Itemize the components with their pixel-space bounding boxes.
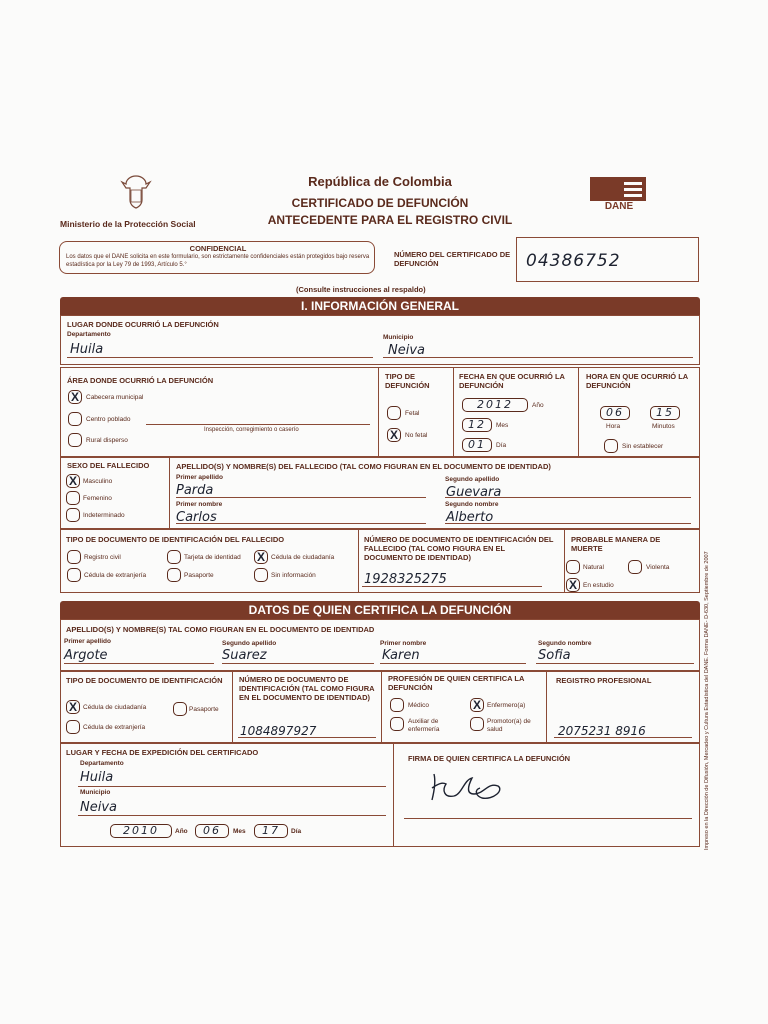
hour-label: Hora (606, 423, 621, 430)
hour-box[interactable]: 06 (600, 406, 630, 420)
cert-doc-cedula-label: Cédula de ciudadanía (83, 704, 147, 711)
prof-label: PROFESIÓN DE QUIEN CERTIFICA LA DEFUNCIÓN (388, 674, 525, 692)
cert-first-name-line (380, 663, 526, 664)
prof-enfermero-checkbox[interactable]: X (470, 698, 484, 712)
area-centro-label: Centro poblado (86, 416, 131, 423)
first-surname-line (176, 497, 426, 498)
prof-medico-label: Médico (408, 702, 429, 709)
manera-natural-checkbox[interactable] (566, 560, 580, 574)
signature-line (404, 818, 692, 819)
second-surname-value: Guevara (446, 485, 502, 500)
manera-estudio-checkbox[interactable]: X (566, 578, 580, 592)
sin-establecer-checkbox[interactable] (604, 439, 618, 453)
cert-doc-extranjeria-label: Cédula de extranjería (83, 724, 146, 731)
signature-image (424, 760, 514, 810)
exp-month-label: Mes (233, 828, 246, 835)
sin-establecer-label: Sin establecer (622, 443, 664, 450)
area-cabecera-checkbox[interactable]: X (68, 390, 82, 404)
exp-year-label: Año (175, 828, 188, 835)
fecha-label: FECHA EN QUE OCURRIÓ LA DEFUNCIÓN (459, 372, 565, 390)
ministry-label: Ministerio de la Protección Social (60, 219, 196, 229)
first-name-line (176, 523, 426, 524)
doc-registro-label: Registro civil (84, 554, 121, 561)
area-rural-checkbox[interactable] (68, 433, 82, 447)
country-title: República de Colombia (308, 174, 452, 189)
exp-muni-line (78, 815, 386, 816)
doc-num-line (362, 586, 542, 587)
side-note: Impreso en la Dirección de Difusión, Mercadeo y Cultura Estadística del DANE. Forma DANE- D-630, Septiembre de 2007 (704, 551, 710, 850)
second-surname-line (445, 497, 691, 498)
sexo-fem-label: Femenino (83, 495, 112, 502)
cert-first-name-label: Primer nombre (380, 640, 427, 647)
manera-label: PROBABLE MANERA DE MUERTE (571, 535, 661, 553)
doc-tarjeta-label: Tarjeta de identidad (184, 554, 241, 561)
second-surname-label: Segundo apellido (445, 476, 500, 483)
tipo-fetal-label: Fetal (405, 410, 420, 417)
first-surname-label: Primer apellido (176, 474, 223, 481)
certificate-subtitle: ANTECEDENTE PARA EL REGISTRO CIVIL (267, 213, 513, 227)
cert-second-name-line (536, 663, 694, 664)
cert-doc-pasaporte-checkbox[interactable] (173, 702, 187, 716)
registry-value: 2075231 8916 (558, 724, 646, 738)
doc-cedula-label: Cédula de ciudadanía (271, 554, 335, 561)
cert-doc-num-value: 1084897927 (240, 724, 317, 738)
cert-number: 04386752 (526, 251, 621, 271)
year-label: Año (532, 402, 544, 409)
exp-muni-label: Municipio (80, 789, 111, 796)
sexo-masc-label: Masculino (83, 478, 113, 485)
exp-day-label: Día (291, 828, 302, 835)
doc-pasaporte-checkbox[interactable] (167, 568, 181, 582)
muni-label: Municipio (383, 334, 414, 341)
doc-type-label: TIPO DE DOCUMENTO DE IDENTIFICACIÓN DEL FALLECIDO (66, 535, 285, 544)
certifier-names-label: APELLIDO(S) Y NOMBRE(S) TAL COMO FIGURAN EN EL DOCUMENTO DE IDENTIDAD (66, 625, 375, 634)
year-box[interactable]: 2012 (462, 398, 528, 412)
section1-title: I. INFORMACIÓN GENERAL (60, 297, 700, 315)
consult-note: (Consulte instrucciones al respaldo) (296, 285, 426, 294)
exp-month-box[interactable]: 06 (195, 824, 229, 838)
exp-muni-value: Neiva (80, 800, 117, 815)
cert-doc-pasaporte-label: Pasaporte (189, 706, 219, 713)
area-rural-label: Rural disperso (86, 437, 128, 444)
second-name-value: Alberto (446, 510, 494, 525)
registry-label: REGISTRO PROFESIONAL (556, 676, 652, 685)
area-cabecera-label: Cabecera municipal (86, 394, 144, 401)
muni-line (383, 357, 693, 358)
cert-second-surname-label: Segundo apellido (222, 640, 277, 647)
second-name-line (445, 523, 691, 524)
sexo-fem-checkbox[interactable] (66, 491, 80, 505)
area-centro-note: Inspección, corregimiento o caserío (204, 427, 299, 433)
tipo-label: TIPO DE DEFUNCIÓN (385, 372, 430, 390)
registry-line (554, 737, 692, 738)
month-label: Mes (496, 422, 509, 429)
doc-registro-checkbox[interactable] (67, 550, 81, 564)
first-name-value: Carlos (176, 510, 217, 525)
cert-second-name-value: Sofia (538, 648, 571, 663)
doc-sininfo-label: Sin información (271, 572, 316, 579)
doc-num-label: NÚMERO DE DOCUMENTO DE IDENTIFICACIÓN DEL FALLECIDO (TAL COMO FIGURA EN EL DOCUMENTO DE IDENTIDAD) (364, 535, 554, 562)
cert-second-surname-line (222, 663, 374, 664)
doc-tarjeta-checkbox[interactable] (167, 550, 181, 564)
section2-title: DATOS DE QUIEN CERTIFICA LA DEFUNCIÓN (60, 601, 700, 619)
minutes-label: Minutos (652, 423, 675, 430)
tipo-fetal-checkbox[interactable] (387, 406, 401, 420)
doc-num-value: 1928325275 (364, 572, 447, 587)
manera-natural-label: Natural (583, 564, 604, 571)
certificate-title: CERTIFICADO DE DEFUNCIÓN (291, 196, 469, 210)
prof-enfermero-label: Enfermero(a) (487, 702, 526, 709)
prof-medico-checkbox[interactable] (390, 698, 404, 712)
area-label: ÁREA DONDE OCURRIÓ LA DEFUNCIÓN (67, 376, 214, 385)
place-label: LUGAR DONDE OCURRIÓ LA DEFUNCIÓN (67, 320, 219, 329)
sexo-masc-checkbox[interactable]: X (66, 474, 80, 488)
manera-violenta-label: Violenta (646, 564, 670, 571)
doc-extranjeria-checkbox[interactable] (67, 568, 81, 582)
doc-sininfo-checkbox[interactable] (254, 568, 268, 582)
exp-day-box[interactable]: 17 (254, 824, 288, 838)
cert-first-surname-line (64, 663, 214, 664)
first-name-label: Primer nombre (176, 501, 223, 508)
area-centro-checkbox[interactable] (68, 412, 82, 426)
signature-label: FIRMA DE QUIEN CERTIFICA LA DEFUNCIÓN (408, 754, 571, 763)
exp-dept-line (78, 786, 386, 787)
doc-pasaporte-label: Pasaporte (184, 572, 214, 579)
second-name-label: Segundo nombre (445, 501, 499, 508)
tipo-nofetal-label: No fetal (405, 432, 428, 439)
hora-label: HORA EN QUE OCURRIÓ LA DEFUNCIÓN (586, 372, 688, 390)
tipo-nofetal-checkbox[interactable]: X (387, 428, 401, 442)
cert-doc-num-line (238, 737, 376, 738)
cert-doc-num-label: NÚMERO DE DOCUMENTO DE IDENTIFICACIÓN (TAL COMO FIGURA EN EL DOCUMENTO DE IDENTIDAD) (239, 675, 375, 702)
cert-first-name-value: Karen (382, 648, 420, 663)
manera-violenta-checkbox[interactable] (628, 560, 642, 574)
exp-year-box[interactable]: 2010 (110, 824, 172, 838)
muni-value: Neiva (388, 343, 425, 358)
month-box[interactable]: 12 (462, 418, 492, 432)
cert-first-surname-label: Primer apellido (64, 638, 111, 645)
cert-doc-cedula-checkbox[interactable]: X (66, 700, 80, 714)
prof-auxiliar-label: Auxiliar de enfermería (408, 718, 440, 733)
day-box[interactable]: 01 (462, 438, 492, 452)
area-centro-line (146, 424, 370, 425)
cert-second-surname-value: Suarez (222, 648, 267, 663)
day-label: Día (496, 442, 507, 449)
sexo-ind-checkbox[interactable] (66, 508, 80, 522)
first-surname-value: Parda (176, 483, 214, 498)
prof-auxiliar-checkbox[interactable] (390, 717, 404, 731)
sexo-ind-label: Indeterminado (83, 512, 125, 519)
cert-second-name-label: Segundo nombre (538, 640, 592, 647)
exp-dept-value: Huila (80, 770, 114, 785)
confidential-title: CONFIDENCIAL (189, 244, 247, 253)
exp-dept-label: Departamento (80, 760, 124, 767)
cert-first-surname-value: Argote (64, 648, 108, 663)
expedition-label: LUGAR Y FECHA DE EXPEDICIÓN DEL CERTIFICADO (66, 748, 259, 757)
cert-number-label: NÚMERO DEL CERTIFICADO DE DEFUNCIÓN (394, 250, 511, 268)
sexo-label: SEXO DEL FALLECIDO (67, 461, 150, 470)
confidential-text: Los datos que el DANE solicita en este formulario, son estrictamente confidenciales están protegidos bajo reserva estadística por la Ley 79 de 1993, Artículo 5.° (66, 254, 370, 268)
doc-extranjeria-label: Cédula de extranjería (84, 572, 147, 579)
minutes-box[interactable]: 15 (650, 406, 680, 420)
dept-label: Departamento (67, 331, 111, 338)
cert-doc-extranjeria-checkbox[interactable] (66, 720, 80, 734)
doc-cedula-checkbox[interactable]: X (254, 550, 268, 564)
confidential-box (59, 241, 375, 274)
dept-line (67, 357, 373, 358)
dept-value: Huila (70, 342, 104, 357)
manera-estudio-label: En estudio (583, 582, 614, 589)
cert-doc-type-label: TIPO DE DOCUMENTO DE IDENTIFICACIÓN (66, 676, 223, 685)
deceased-names-label: APELLIDO(S) Y NOMBRE(S) DEL FALLECIDO (TAL COMO FIGURAN EN EL DOCUMENTO DE IDENTIDAD) (176, 462, 551, 471)
prof-promotor-checkbox[interactable] (470, 717, 484, 731)
dane-logo: DANE (590, 177, 648, 213)
prof-promotor-label: Promotor(a) de salud (487, 718, 531, 733)
coat-of-arms-icon (118, 172, 154, 212)
